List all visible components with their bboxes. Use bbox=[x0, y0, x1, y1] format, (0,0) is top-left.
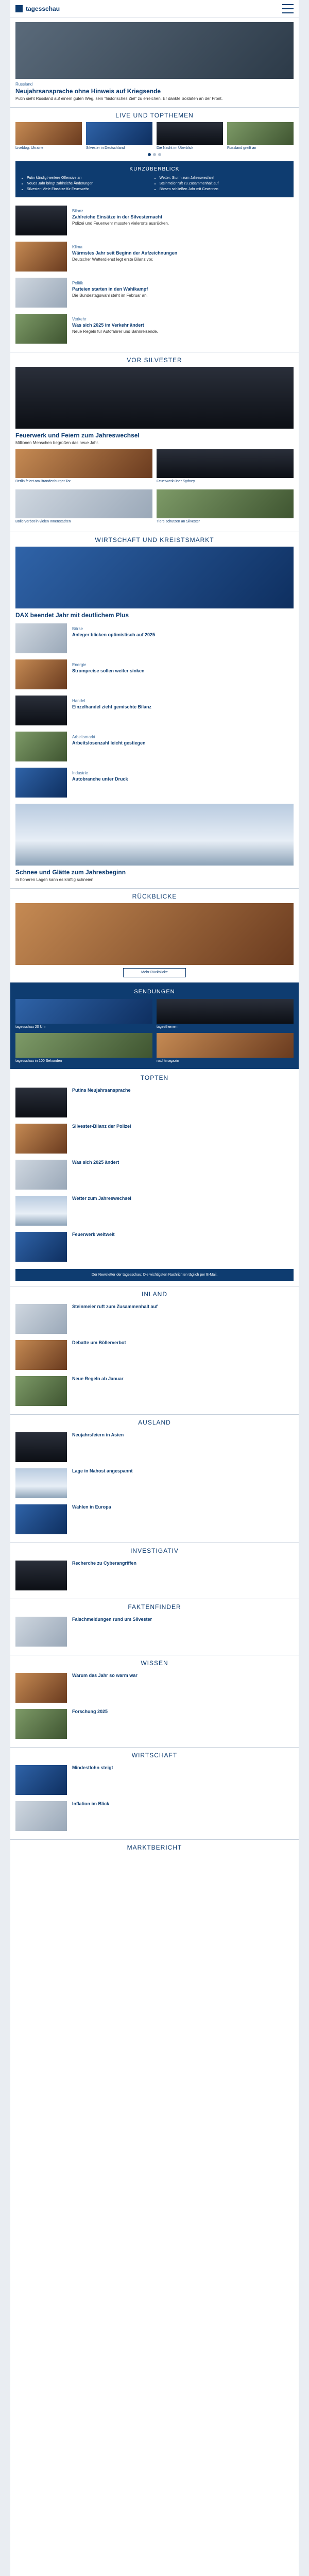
wirtschaft-headline[interactable]: DAX beendet Jahr mit deutlichem Plus bbox=[15, 612, 129, 619]
section-title-wissen: WISSEN bbox=[10, 1655, 299, 1667]
brief-item[interactable]: • Putin kündigt weitere Offensive an bbox=[27, 175, 156, 181]
brief-list bbox=[21, 175, 288, 193]
silvester-grid bbox=[10, 446, 299, 486]
weather-image[interactable] bbox=[15, 804, 294, 866]
story-row[interactable]: Energie Strompreise sollen weiter sinken bbox=[10, 656, 299, 692]
page: tagesschau Russland Neujahrsansprache ohne Hinweis auf Kriegsende Putin sieht Russland auf einem guten Weg, sein "historisches Ziel" zu erreichen. Er dankte Soldaten an der Front. LIVE UND TOPTHEMEN Liveblog: Ukraine Silvester in Deutschland Die Nacht im Überblick Russland greift an KURZÜBERBLICK • Putin kündigt weitere Offensive an • Neues Jahr bringt zahlreiche Änderungen • Silvester: Viele Einsätze für Feuerwehr • Wetter: Sturm zum Jahreswechsel • Steinmeier ruft zu Zusammenhalt auf • Börsen schließen Jahr mit Gewinnen Bilanz Zahlreiche Einsätze in der Silvesternacht Polizei und Feuerwehr mussten vielerorts ausrücken. Klima Wärmstes Jahr seit Beginn der Aufzeichnungen Deutscher Wetterdienst legt erste Bilanz vor. Politik Parteien starten in den Wahlkampf Die Bundestagswahl steht im Februar an. Verkehr Was sich 2025 im Verkehr ändert Neue Regeln für Autofahrer und Bahnreisende. VOR SILVESTER Feuerwerk und Feiern zum Jahreswechsel Millionen Menschen begrüßen das neue Jahr. Berlin feiert am Brandenburger Tor Feuerwerk über Sydney Böllerverbot in vielen Innenstädten Tiere schützen an Silvester WIRTSCHAFT UND KREISTSMARKT DAX beendet Jahr mit deutlichem Plus Börse Anleger blicken optimistisch auf 2025 Energie Strompreise sollen weiter sinken Handel Einzelhandel zieht gemischte Bilanz Arbeitsmarkt Arbeitslosenzahl leicht gestiegen Industrie Autobranche unter Druck Schnee und Glätte zum Jahresbeginn In höheren Lagen kann es kräftig schneien. RÜCKBLICKE Mehr Rückblicke SENDUNGEN tagesschau 20 Uhr tagesthemen tagesschau in 100 Sekunden nachtmagazin TOPTEN Putins Neujahrsansprache Silvester-Bilanz der Polizei Was sich 2025 ändert Wetter zum Jahreswechsel Feuerwerk weltweit Der Newsletter der tagesschau: Die wichtigsten Nachrichten täglich per E-Mail. INLAND Steinmeier ruft zum Zusammenhalt auf Debatte um Böllerverbot Neue Regeln ab Januar AUSLAND Neujahrsfeiern in Asien Lage in Nahost angespannt Wahlen in Europa INVESTIGATIV Recherche zu Cyberangriffen FAKTENFINDER Falschmeldungen rund um Silvester WISSEN Warum das Jahr so warm war Forschung 2025 WIRTSCHAFT Mindestlohn steigt Inflation im Blick MARKTBERICHT bbox=[10, 0, 299, 2576]
section-title-wirtschaft: WIRTSCHAFT UND KREISTSMARKT bbox=[10, 532, 299, 544]
hero-image[interactable] bbox=[15, 22, 294, 79]
grid-item[interactable]: Feuerwerk über Sydney bbox=[157, 449, 294, 483]
brief-item[interactable]: • Steinmeier ruft zu Zusammenhalt auf bbox=[160, 181, 289, 187]
live-card[interactable]: Silvester in Deutschland bbox=[86, 122, 152, 150]
topten-item[interactable]: Putins Neujahrsansprache bbox=[10, 1084, 299, 1121]
silvester-headline[interactable]: Feuerwerk und Feiern zum Jahreswechsel bbox=[15, 432, 140, 439]
ausland-item[interactable]: Lage in Nahost angespannt bbox=[10, 1465, 299, 1501]
section-title-rueckblick: RÜCKBLICKE bbox=[10, 888, 299, 900]
weather-headline[interactable]: Schnee und Glätte zum Jahresbeginn bbox=[15, 869, 126, 876]
live-carousel bbox=[10, 122, 299, 150]
brief-box bbox=[15, 161, 294, 198]
section-title-live: LIVE UND TOPTHEMEN bbox=[10, 107, 299, 119]
story-row[interactable]: Klima Wärmstes Jahr seit Beginn der Aufzeichnungen Deutscher Wetterdienst legt erste Bilanz vor. bbox=[10, 239, 299, 275]
sendung-card[interactable]: tagesschau in 100 Sekunden bbox=[15, 1033, 152, 1063]
carousel-dots[interactable] bbox=[10, 153, 299, 156]
hero-kicker: Russland bbox=[15, 82, 33, 87]
wissen-item[interactable]: Forschung 2025 bbox=[10, 1706, 299, 1742]
story-row[interactable]: Arbeitsmarkt Arbeitslosenzahl leicht gestiegen bbox=[10, 728, 299, 765]
section-title-investigativ: INVESTIGATIV bbox=[10, 1543, 299, 1554]
brief-item[interactable]: • Silvester: Viele Einsätze für Feuerwehr bbox=[27, 187, 156, 192]
wissen-item[interactable]: Warum das Jahr so warm war bbox=[10, 1670, 299, 1706]
live-card[interactable]: Liveblog: Ukraine bbox=[15, 122, 82, 150]
inland-item[interactable]: Steinmeier ruft zum Zusammenhalt auf bbox=[10, 1301, 299, 1337]
section-title-marktbericht: MARKTBERICHT bbox=[10, 1839, 299, 1851]
wirtschaft2-item[interactable]: Mindestlohn steigt bbox=[10, 1762, 299, 1798]
rueckblick-image[interactable] bbox=[15, 903, 294, 965]
wirtschaft2-item[interactable]: Inflation im Blick bbox=[10, 1798, 299, 1834]
grid-item[interactable]: Tiere schützen an Silvester bbox=[157, 489, 294, 523]
section-title-faktenfinder: FAKTENFINDER bbox=[10, 1599, 299, 1611]
section-title-inland: INLAND bbox=[10, 1286, 299, 1298]
logo-mark bbox=[15, 5, 23, 12]
inland-item[interactable]: Neue Regeln ab Januar bbox=[10, 1373, 299, 1409]
investigativ-item[interactable]: Recherche zu Cyberangriffen bbox=[10, 1557, 299, 1594]
brief-item[interactable]: • Neues Jahr bringt zahlreiche Änderungen bbox=[27, 181, 156, 187]
wirtschaft-image[interactable] bbox=[15, 547, 294, 608]
ausland-item[interactable]: Wahlen in Europa bbox=[10, 1501, 299, 1537]
menu-icon[interactable] bbox=[282, 4, 294, 13]
story-row[interactable]: Handel Einzelhandel zieht gemischte Bilanz bbox=[10, 692, 299, 728]
hero-headline[interactable]: Neujahrsansprache ohne Hinweis auf Kriegsende bbox=[15, 88, 161, 95]
newsletter-banner[interactable]: Der Newsletter der tagesschau: Die wichtigsten Nachrichten täglich per E-Mail. bbox=[15, 1269, 294, 1281]
story-row[interactable]: Börse Anleger blicken optimistisch auf 2025 bbox=[10, 620, 299, 656]
sendung-card[interactable]: tagesthemen bbox=[157, 999, 294, 1029]
brand-logo[interactable] bbox=[15, 5, 60, 12]
live-card[interactable]: Die Nacht im Überblick bbox=[157, 122, 223, 150]
story-row[interactable]: Bilanz Zahlreiche Einsätze in der Silvesternacht Polizei und Feuerwehr mussten vielerorts ausrücken. bbox=[10, 202, 299, 239]
section-title-wirtschaft2: WIRTSCHAFT bbox=[10, 1747, 299, 1759]
inland-item[interactable]: Debatte um Böllerverbot bbox=[10, 1337, 299, 1373]
sendung-card[interactable]: tagesschau 20 Uhr bbox=[15, 999, 152, 1029]
faktenfinder-item[interactable]: Falschmeldungen rund um Silvester bbox=[10, 1614, 299, 1650]
brand-name: tagesschau bbox=[26, 5, 60, 12]
topten-item[interactable]: Was sich 2025 ändert bbox=[10, 1157, 299, 1193]
top-bar bbox=[10, 0, 299, 18]
topten-item[interactable]: Feuerwerk weltweit bbox=[10, 1229, 299, 1265]
sendung-card[interactable]: nachtmagazin bbox=[157, 1033, 294, 1063]
sendungen-section bbox=[10, 982, 299, 1069]
story-row[interactable]: Politik Parteien starten in den Wahlkampf Die Bundestagswahl steht im Februar an. bbox=[10, 275, 299, 311]
more-rueckblick-button[interactable]: Mehr Rückblicke bbox=[123, 968, 186, 977]
hero-teaser: Putin sieht Russland auf einem guten Weg, sein "historisches Ziel" zu erreichen. Er dankte Soldaten an der Front. bbox=[15, 96, 223, 101]
story-row[interactable]: Verkehr Was sich 2025 im Verkehr ändert Neue Regeln für Autofahrer und Bahnreisende. bbox=[10, 311, 299, 347]
section-title-topten: TOPTEN bbox=[140, 1074, 169, 1081]
silvester-image[interactable] bbox=[15, 367, 294, 429]
live-card[interactable]: Russland greift an bbox=[227, 122, 294, 150]
story-row[interactable]: Industrie Autobranche unter Druck bbox=[10, 765, 299, 801]
hero-text bbox=[10, 82, 299, 102]
brief-title: KURZÜBERBLICK bbox=[129, 166, 180, 172]
sendungen-title: SENDUNGEN bbox=[134, 988, 175, 995]
silvester-grid bbox=[10, 486, 299, 527]
topten-item[interactable]: Silvester-Bilanz der Polizei bbox=[10, 1121, 299, 1157]
grid-item[interactable]: Böllerverbot in vielen Innenstädten bbox=[15, 489, 152, 523]
brief-item[interactable]: • Wetter: Sturm zum Jahreswechsel bbox=[160, 175, 289, 181]
section-title-silvester: VOR SILVESTER bbox=[10, 352, 299, 364]
topten-item[interactable]: Wetter zum Jahreswechsel bbox=[10, 1193, 299, 1229]
ausland-item[interactable]: Neujahrsfeiern in Asien bbox=[10, 1429, 299, 1465]
section-title-ausland: AUSLAND bbox=[10, 1414, 299, 1426]
grid-item[interactable]: Berlin feiert am Brandenburger Tor bbox=[15, 449, 152, 483]
brief-item[interactable]: • Börsen schließen Jahr mit Gewinnen bbox=[160, 187, 289, 192]
